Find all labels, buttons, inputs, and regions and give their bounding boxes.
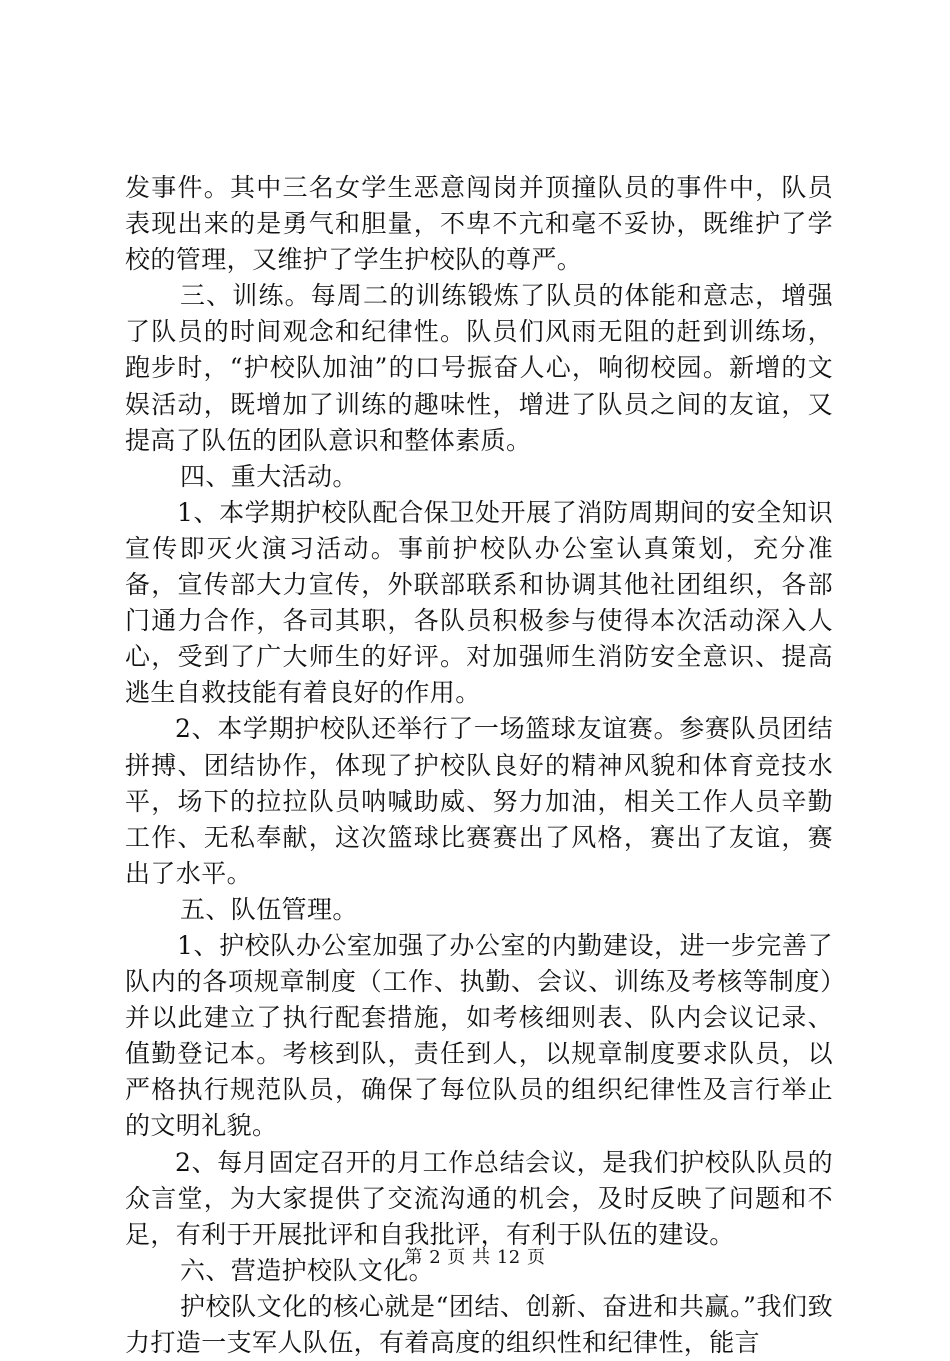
heading-team-culture: 六、营造护校队文化。 — [180, 1255, 435, 1285]
paragraph-management-rules: 1、护校队办公室加强了办公室的内勤建设，进一步完善了队内的各项规章制度（工作、执勤、会议、训练及考核等制度）并以此建立了执行配套措施，如考核细则表、队内会议记录、值勤登记本。考核到队，责任到人，以规章制度要求队员，以严格执行规范队员，确保了每位队员的组织纪律性及言行举止的文明礼貌。 — [125, 930, 833, 1141]
heading-major-activities: 四、重大活动。 — [180, 461, 358, 491]
paragraph-team-culture: 护校队文化的核心就是“团结、创新、奋进和共赢。”我们致力打造一支军人队伍，有着高度的组织性和纪律性，能言 — [125, 1291, 833, 1357]
paragraph-management-meetings: 2、每月固定召开的月工作总结会议，是我们护校队队员的众言堂，为大家提供了交流沟通的机会，及时反映了问题和不足，有利于开展批评和自我批评，有利于队伍的建设。 — [125, 1147, 833, 1249]
paragraph-training: 三、训练。每周二的训练锻炼了队员的体能和意志，增强了队员的时间观念和纪律性。队员们风雨无阻的赶到训练场，跑步时，“护校队加油”的口号振奋人心，响彻校园。新增的文娱活动，既增加了训练的趣味性，增进了队员之间的友谊，又提高了队伍的团队意识和整体素质。 — [125, 281, 833, 455]
paragraph-activity-basketball: 2、本学期护校队还举行了一场篮球友谊赛。参赛队员团结拼搏、团结协作，体现了护校队良好的精神风貌和体育竞技水平，场下的拉拉队员呐喊助威、努力加油，相关工作人员辛勤工作、无私奉献，这次篮球比赛赛出了风格，赛出了友谊，赛出了水平。 — [125, 714, 833, 888]
paragraph-continued: 发事件。其中三名女学生恶意闯岗并顶撞队员的事件中，队员表现出来的是勇气和胆量，不卑不亢和毫不妥协，既维护了学校的管理，又维护了学生护校队的尊严。 — [125, 173, 833, 275]
page-number-footer: 第 2 页 共 12 页 — [404, 1247, 546, 1268]
paragraph-activity-fire-drill: 1、本学期护校队配合保卫处开展了消防周期间的安全知识宣传即灭火演习活动。事前护校队办公室认真策划，充分准备，宣传部大力宣传，外联部联系和协调其他社团组织，各部门通力合作，各司其职，各队员积极参与使得本次活动深入人心，受到了广大师生的好评。对加强师生消防安全意识、提高逃生自救技能有着良好的作用。 — [125, 497, 833, 708]
document-body — [125, 170, 833, 1361]
heading-team-management: 五、队伍管理。 — [180, 894, 358, 924]
